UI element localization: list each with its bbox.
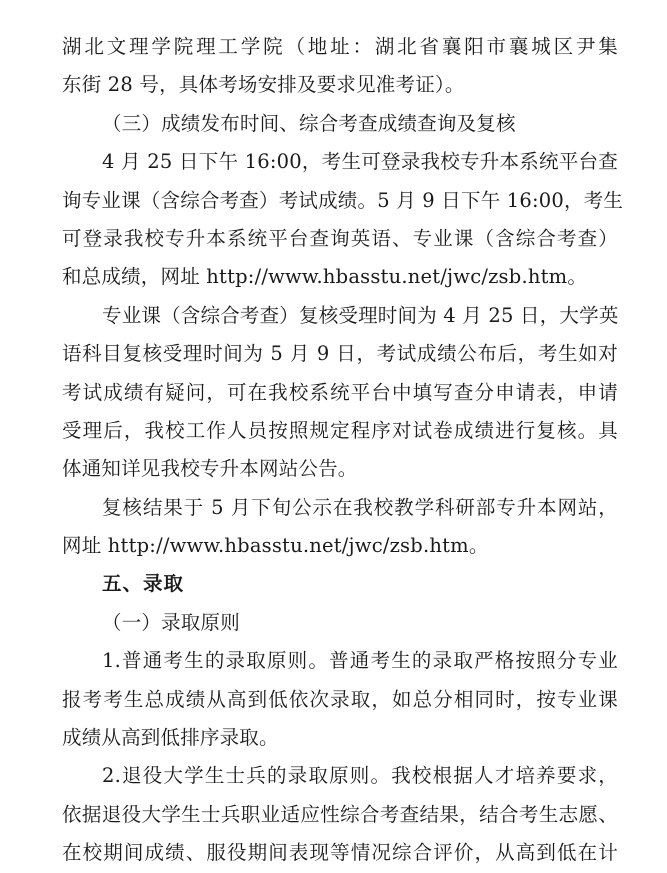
heading-line: （一）录取原则 bbox=[102, 610, 240, 634]
text-line-with-url: 网址 http://www.hbasstu.net/jwc/zsb.htm。 bbox=[62, 534, 489, 558]
text-line: 湖北文理学院理工学院（地址：湖北省襄阳市襄城区尹集 bbox=[62, 35, 618, 58]
text-line: 成绩从高到低排序录取。 bbox=[62, 726, 279, 750]
paragraph-score-release bbox=[62, 143, 624, 297]
text-line: 2.退役大学生士兵的录取原则。我校根据人才培养要求， bbox=[102, 764, 618, 788]
heading-line: 五、录取 bbox=[102, 572, 185, 596]
section-5-heading bbox=[62, 565, 618, 603]
text-line: 1.普通考生的录取原则。普通考生的录取严格按照分专业 bbox=[102, 649, 618, 673]
text-line: 体通知详见我校专升本网站公告。 bbox=[62, 457, 358, 481]
text-line: 受理后，我校工作人员按照规定程序对试卷成绩进行复核。具 bbox=[62, 418, 618, 442]
text-line: 依据退役大学生士兵职业适应性综合考查结果，结合考生志愿、 bbox=[62, 802, 618, 826]
section-3-heading bbox=[62, 105, 618, 143]
paragraph-principle-veterans bbox=[62, 757, 618, 872]
text-line: 考试成绩有疑问，可在我校系统平台中填写查分申请表，申请 bbox=[62, 380, 618, 404]
text-line: 可登录我校专升本系统平台查询英语、专业课（含综合考查） bbox=[62, 226, 618, 250]
paragraph-review-application bbox=[62, 297, 618, 489]
paragraph-review-results bbox=[62, 489, 618, 566]
text-line: 在校期间成绩、服役期间表现等情况综合评价，从高到低在计 bbox=[62, 841, 618, 865]
text-line: 东街 28 号，具体考场安排及要求见准考证）。 bbox=[62, 73, 465, 97]
heading-line: （三）成绩发布时间、综合考查成绩查询及复核 bbox=[102, 111, 516, 135]
paragraph-exam-location bbox=[62, 28, 618, 105]
text-line: 复核结果于 5 月下旬公示在我校教学科研部专升本网站， bbox=[102, 495, 618, 519]
paragraph-principle-general bbox=[62, 642, 618, 757]
document-page bbox=[62, 28, 624, 873]
subsection-1-heading bbox=[62, 604, 618, 642]
text-line: 报考考生总成绩从高到低依次录取，如总分相同时，按专业课 bbox=[62, 687, 618, 711]
text-line: 询专业课（含综合考查）考试成绩。5 月 9 日下午 16:00，考生 bbox=[62, 188, 624, 212]
text-line: 4 月 25 日下午 16:00，考生可登录我校专升本系统平台查 bbox=[102, 150, 618, 174]
text-line-with-url: 和总成绩，网址 http://www.hbasstu.net/jwc/zsb.htm。 bbox=[62, 265, 588, 289]
text-line: 专业课（含综合考查）复核受理时间为 4 月 25 日，大学英 bbox=[102, 303, 619, 327]
text-line: 语科目复核受理时间为 5 月 9 日，考试成绩公布后，考生如对 bbox=[62, 342, 618, 366]
